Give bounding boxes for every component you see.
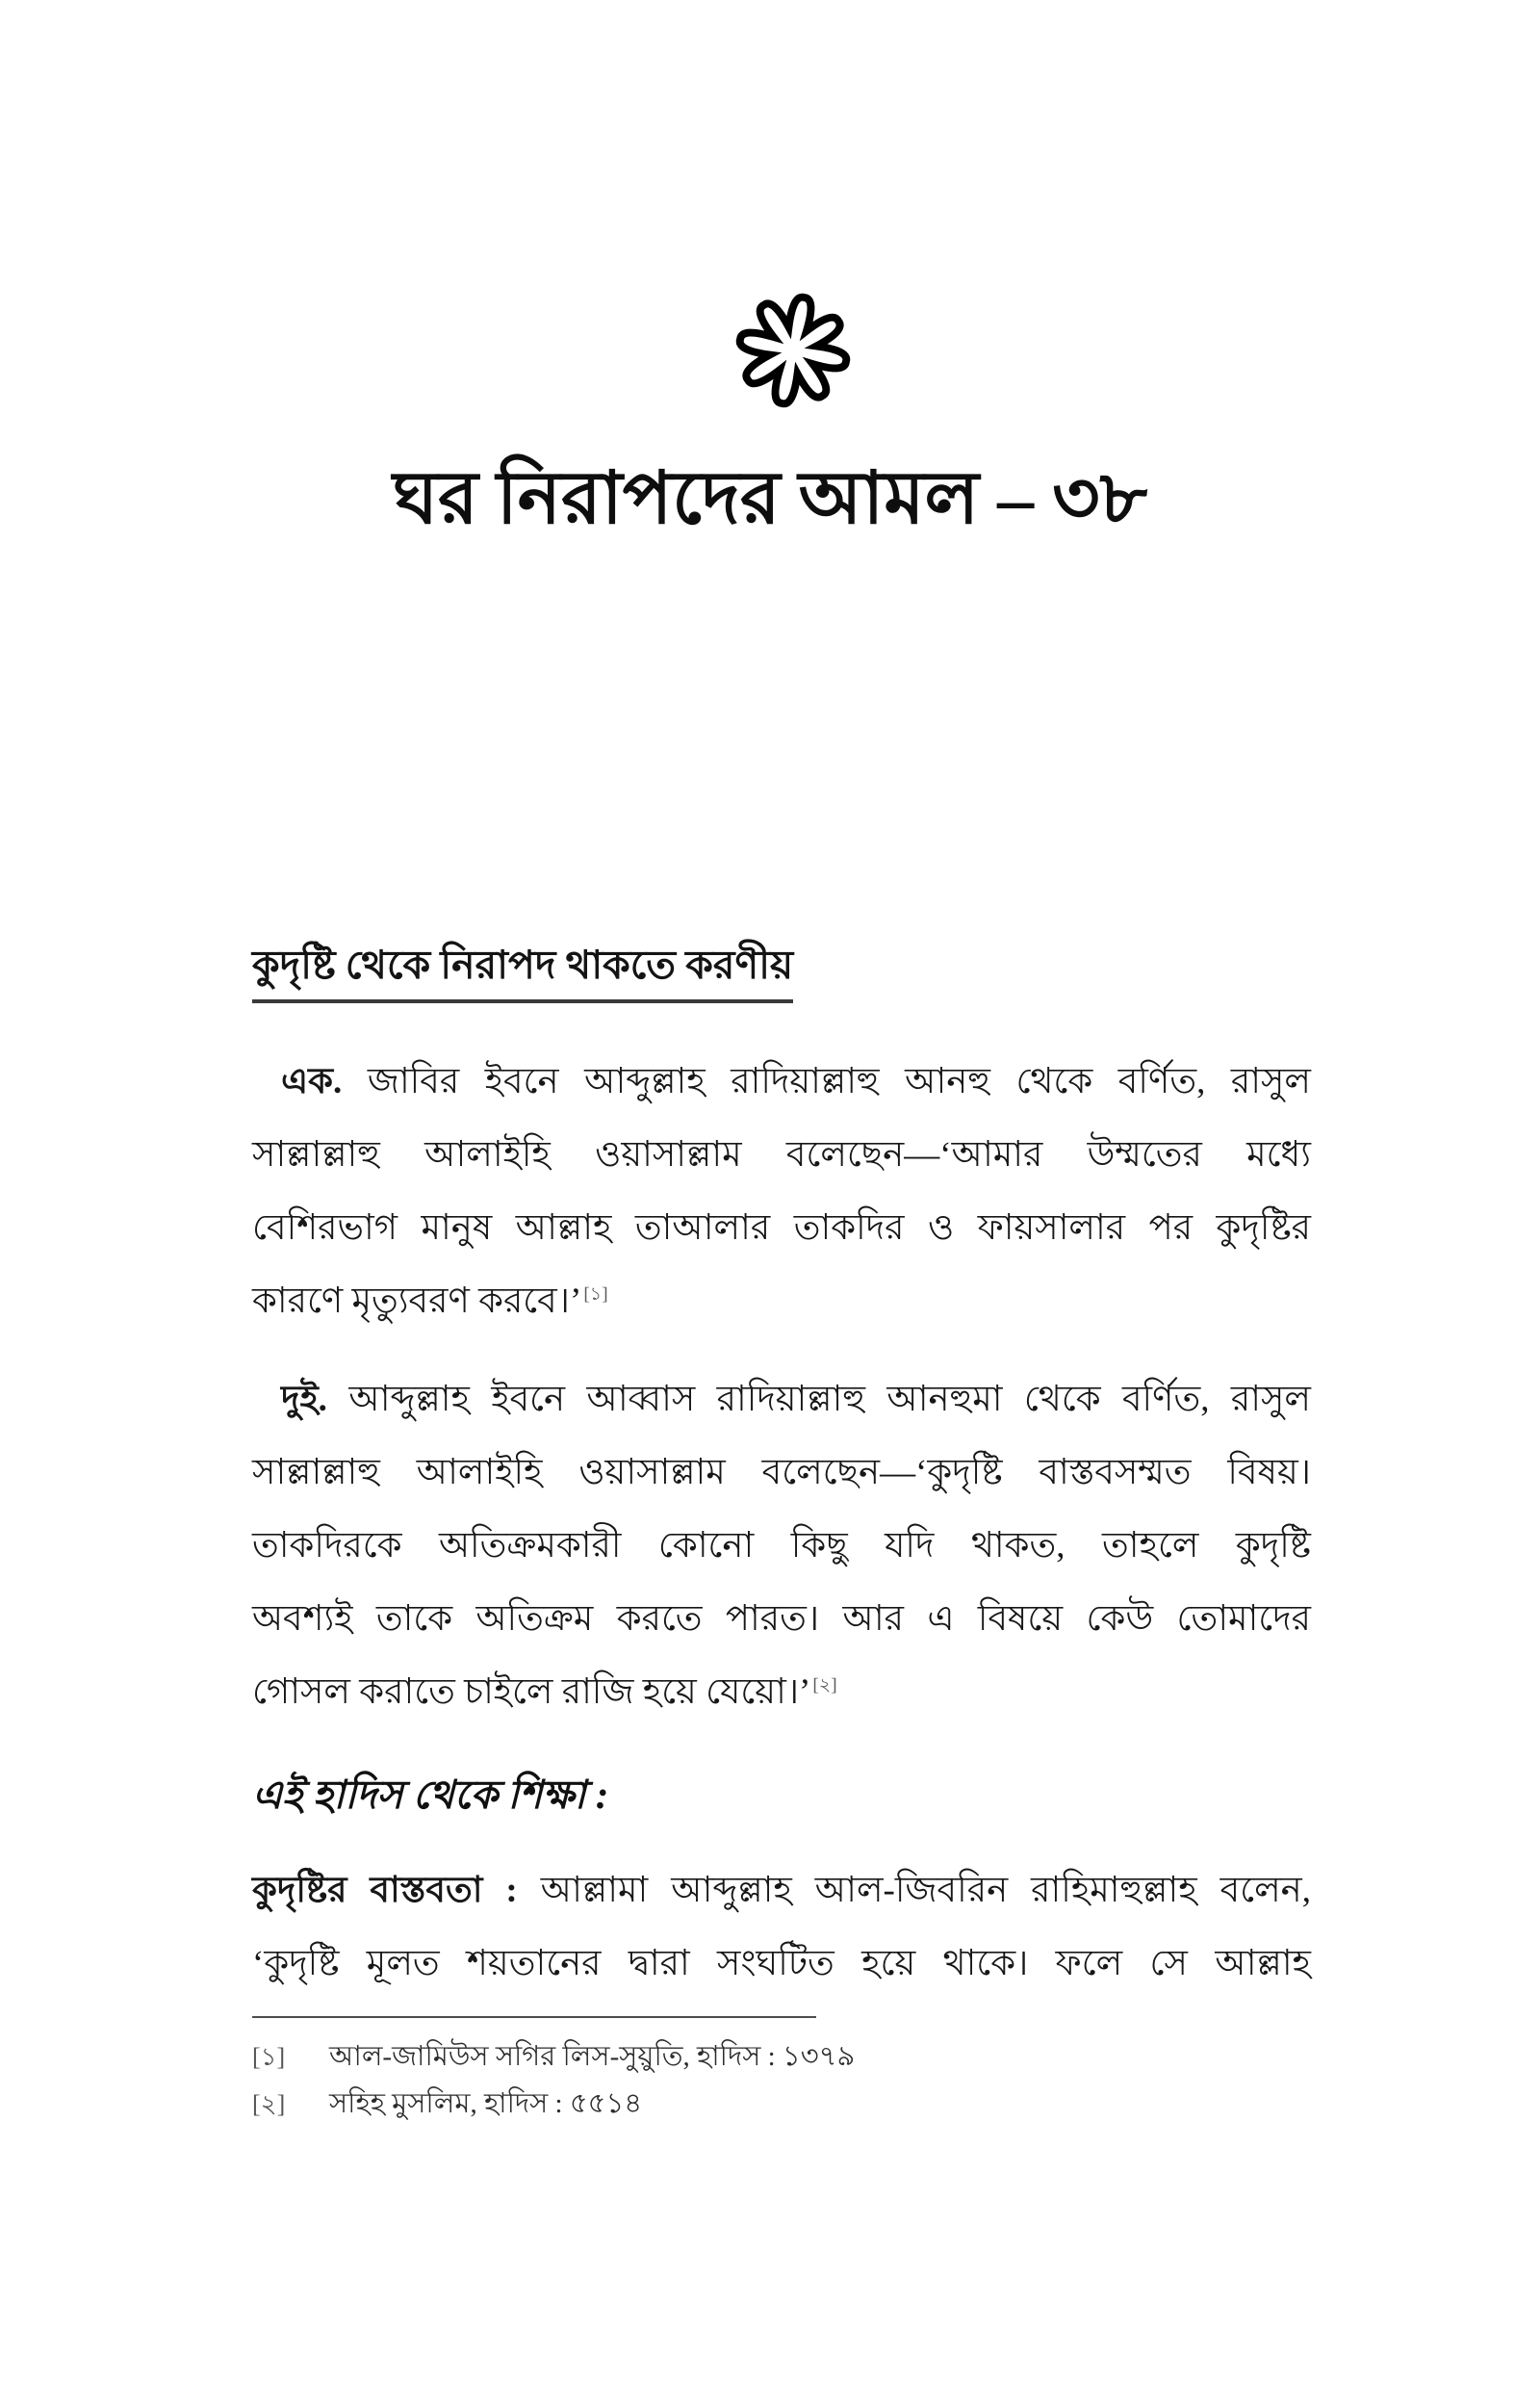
footnote-text: সহিহ মুসলিম, হাদিস : ৫৫১৪ bbox=[329, 2088, 643, 2119]
text-line bbox=[252, 1265, 1311, 1338]
paragraph-lead: দুই. bbox=[281, 1380, 327, 1419]
footnote-marker: [১] bbox=[252, 2043, 286, 2071]
text-line bbox=[252, 1854, 1311, 1928]
line-text: কারণে মৃত্যুবরণ করবে।’ bbox=[252, 1281, 582, 1321]
footnote-ref-2: [২] bbox=[812, 1674, 837, 1695]
line-text: আব্দুল্লাহ ইবনে আব্বাস রাদিয়াল্লাহু আনহুমা থেকে বর্ণিত, রাসুল bbox=[326, 1380, 1311, 1419]
paragraph-lead: কুদৃষ্টির বাস্তবতা : bbox=[252, 1871, 518, 1910]
lesson-heading: এই হাদিস থেকে শিক্ষা : bbox=[252, 1773, 609, 1817]
line-text: গোসল করাতে চাইলে রাজি হয়ে যেয়ো।’ bbox=[252, 1672, 811, 1712]
text-line bbox=[252, 1363, 1311, 1436]
paragraph-three bbox=[252, 1854, 1311, 2001]
text-line: সাল্লাল্লাহু আলাইহি ওয়াসাল্লাম বলেছেন—‘আমার উম্মতের মধ্যে bbox=[252, 1135, 1311, 1175]
footnote-item bbox=[252, 2081, 1311, 2128]
line-text: জাবির ইবনে আব্দুল্লাহ রাদিয়াল্লাহু আনহু থেকে বর্ণিত, রাসুল bbox=[342, 1062, 1311, 1101]
text-line: অবশ্যই তাকে অতিক্রম করতে পারত। আর এ বিষয়ে কেউ তোমাদের bbox=[252, 1599, 1311, 1639]
section-heading: কুদৃষ্টি থেকে নিরাপদ থাকতে করণীয় bbox=[252, 940, 793, 1003]
flower-ornament-icon bbox=[734, 287, 852, 414]
paragraph-two bbox=[252, 1363, 1311, 1729]
text-line: তাকদিরকে অতিক্রমকারী কোনো কিছু যদি থাকত, তাহলে কুদৃষ্টি bbox=[252, 1526, 1311, 1566]
text-line: বেশিরভাগ মানুষ আল্লাহ তাআলার তাকদির ও ফায়সালার পর কুদৃষ্টির bbox=[252, 1208, 1311, 1248]
footnote-divider bbox=[252, 2016, 816, 2018]
paragraph-one bbox=[252, 1046, 1311, 1338]
footnote-item bbox=[252, 2033, 1311, 2081]
line-text: আল্লামা আব্দুল্লাহ আল-জিবরিন রাহিমাহুল্লাহ বলেন, bbox=[517, 1871, 1311, 1910]
text-line bbox=[252, 1046, 1311, 1119]
text-line: ‘কুদৃষ্টি মূলত শয়তানের দ্বারা সংঘটিত হয়ে থাকে। ফলে সে আল্লাহ bbox=[252, 1944, 1311, 1983]
text-line bbox=[252, 1656, 1311, 1729]
text-line: সাল্লাল্লাহু আলাইহি ওয়াসাল্লাম বলেছেন—‘কুদৃষ্টি বাস্তবসম্মত বিষয়। bbox=[252, 1453, 1311, 1492]
paragraph-lead: এক. bbox=[281, 1062, 343, 1101]
footnote-marker: [২] bbox=[252, 2090, 286, 2118]
eight-petal-flower-icon bbox=[734, 287, 852, 414]
footnote-text: আল-জামিউস সগির লিস-সুয়ুতি, হাদিস : ১৩৭৯ bbox=[329, 2041, 856, 2072]
section-heading-wrap bbox=[252, 940, 1311, 1003]
footnote-ref-1: [১] bbox=[583, 1283, 608, 1305]
footnotes-section bbox=[252, 2016, 1311, 2128]
page-body bbox=[252, 940, 1311, 2026]
chapter-title: ঘর নিরাপদের আমল – ৩৮ bbox=[393, 458, 1147, 539]
